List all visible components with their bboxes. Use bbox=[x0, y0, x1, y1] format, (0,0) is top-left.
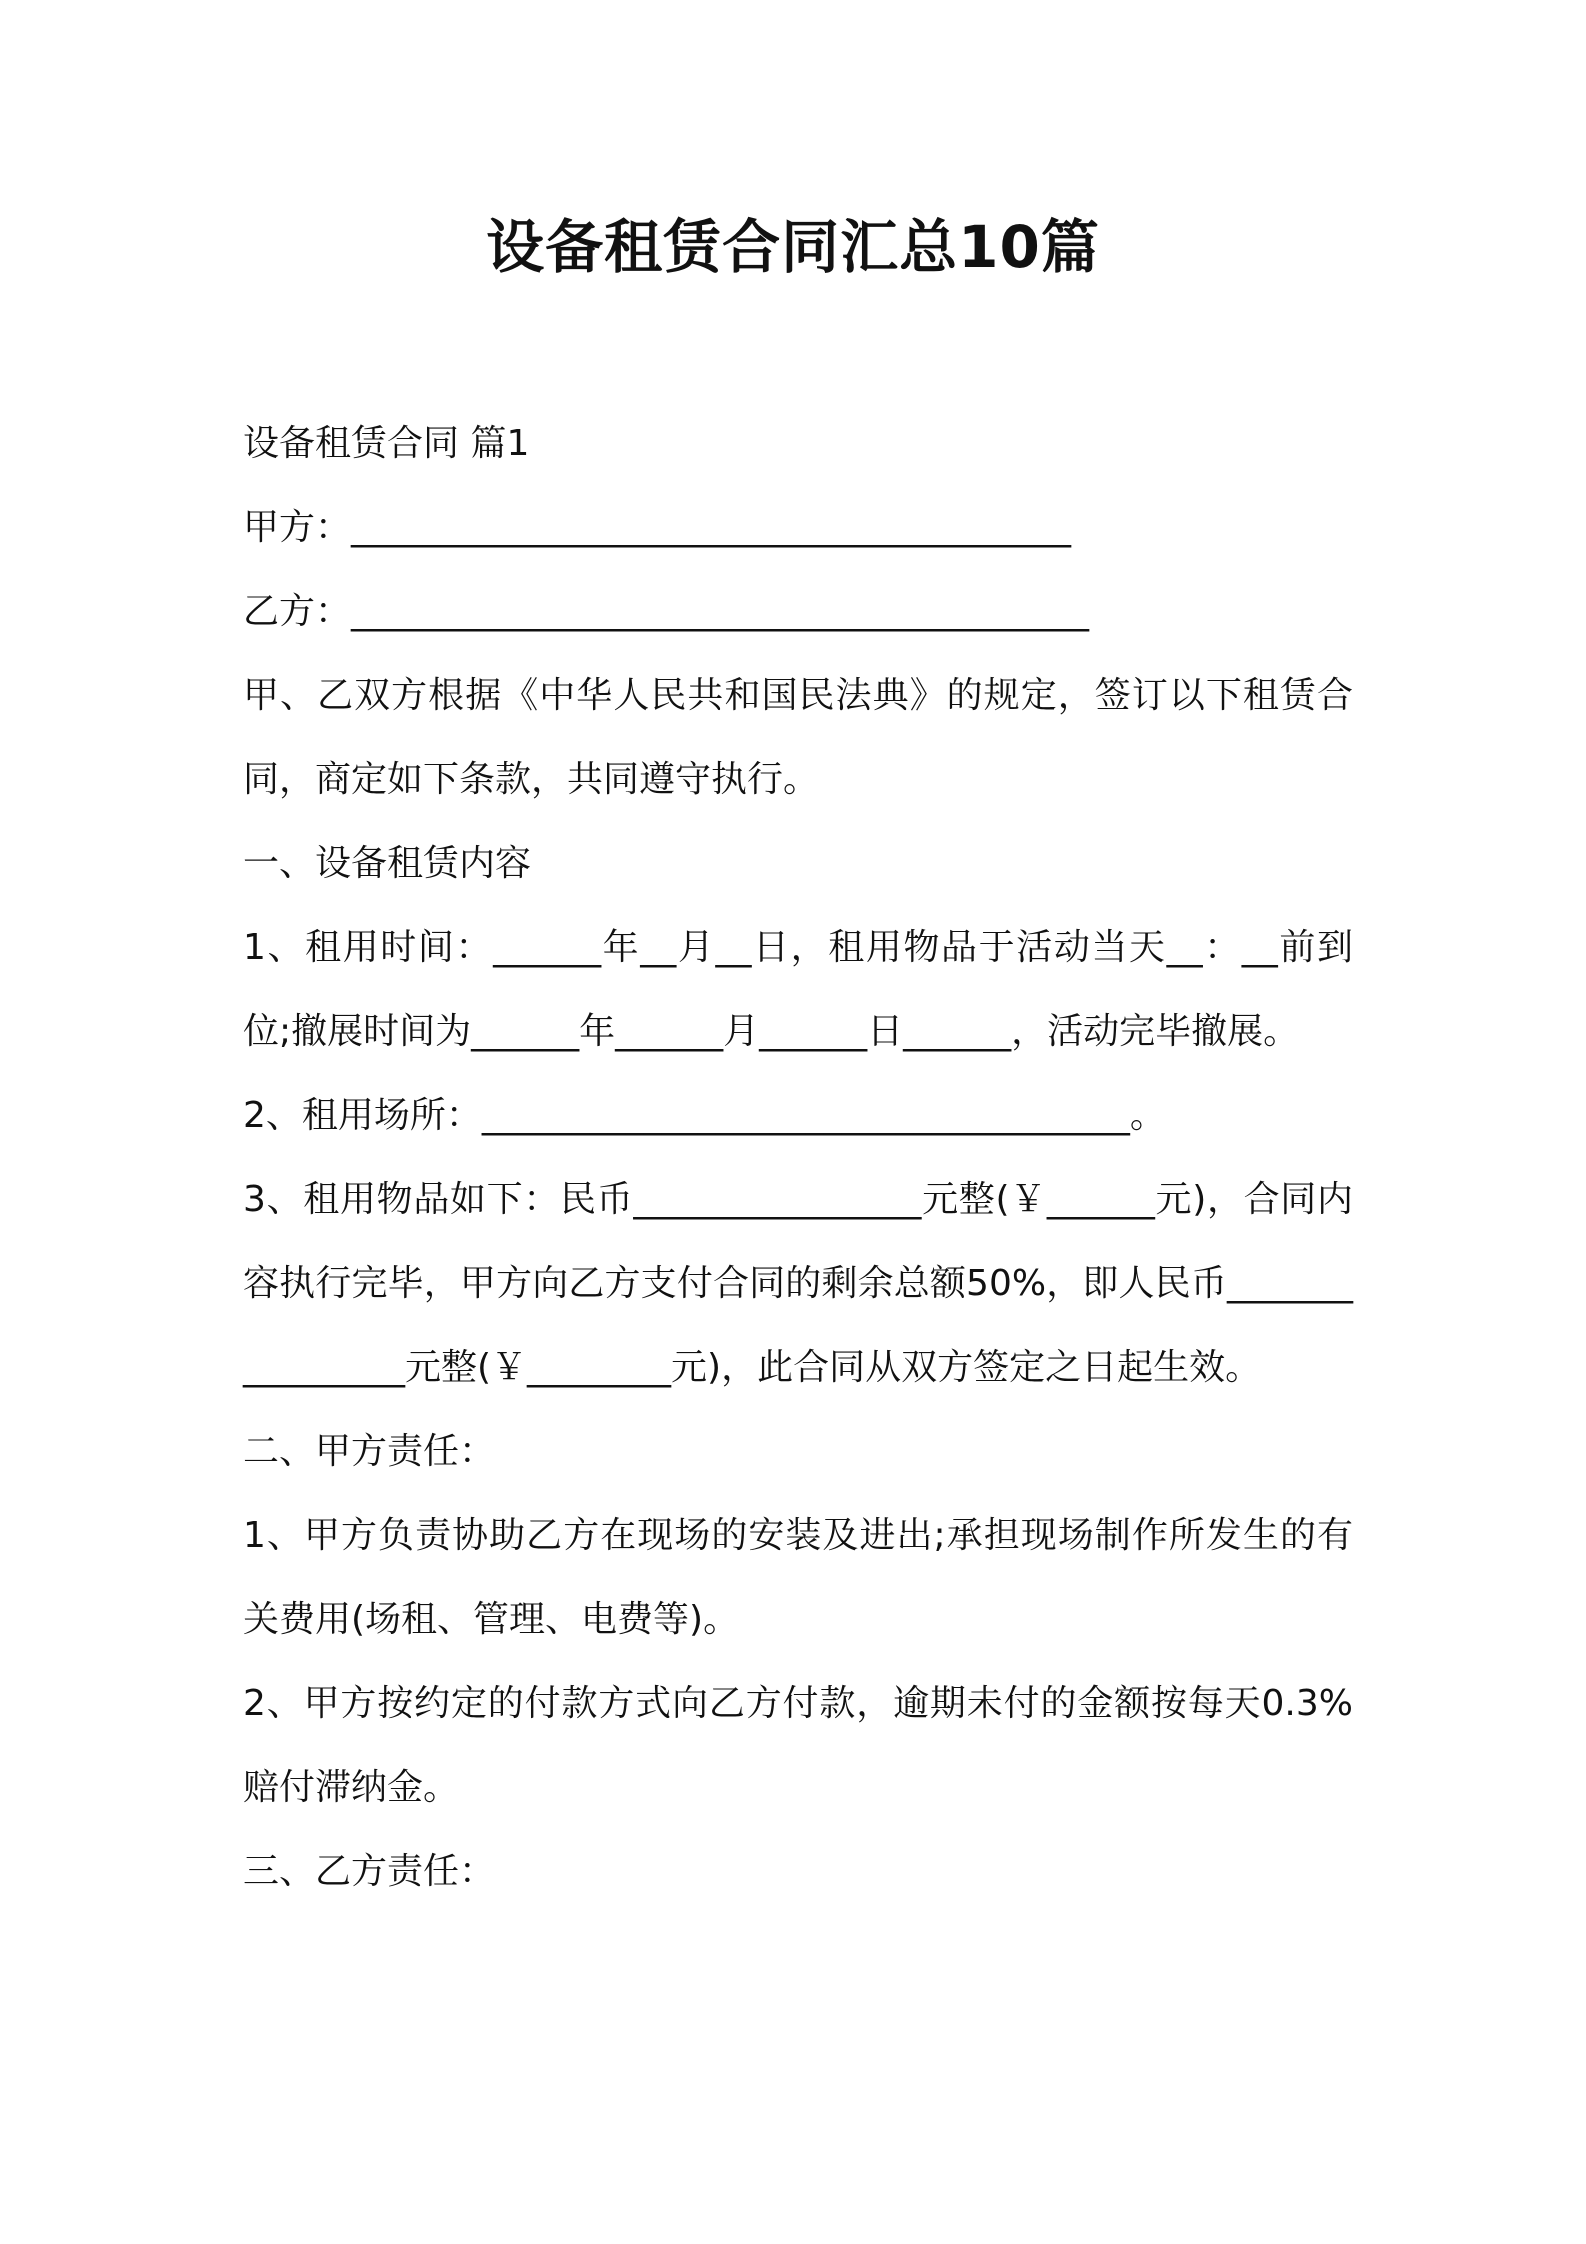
party-a-line: 甲方：________________________________________ bbox=[243, 507, 1072, 548]
clause-rental-time: 1、租用时间：______年__月__日，租用物品于活动当天__：__前到位;撤展时间为______年______月______日______，活动完毕撤展。 bbox=[243, 927, 1353, 1052]
section-heading-party-a-duties: 二、甲方责任： bbox=[243, 1431, 496, 1472]
section-heading-party-b-duties: 三、乙方责任： bbox=[243, 1851, 496, 1892]
paragraph-preamble: 甲、乙双方根据《中华人民共和国民法典》的规定，签订以下租赁合同，商定如下条款，共同遵守执行。 bbox=[243, 675, 1353, 800]
section-heading-part-1: 设备租赁合同 篇1 bbox=[243, 423, 530, 464]
document-title: 设备租赁合同汇总10篇 bbox=[486, 213, 1100, 281]
party-b-line: 乙方：_________________________________________ bbox=[243, 591, 1090, 632]
clause-party-a-duty-1: 1、甲方负责协助乙方在现场的安装及进出;承担现场制作所发生的有关费用(场租、管理、电费等)。 bbox=[243, 1515, 1353, 1640]
clause-rental-items: 3、租用物品如下：民币________________元整(￥______元)，合同内容执行完毕，甲方向乙方支付合同的剩余总额50%，即人民币________________元整(￥________元)，此合同从双方签定之日起生效。 bbox=[243, 1179, 1353, 1388]
clause-party-a-duty-2: 2、甲方按约定的付款方式向乙方付款，逾期未付的金额按每天0.3%赔付滞纳金。 bbox=[243, 1683, 1353, 1808]
clause-rental-venue: 2、租用场所：____________________________________。 bbox=[243, 1095, 1166, 1136]
document-body bbox=[243, 402, 1353, 1914]
section-heading-rental-content: 一、设备租赁内容 bbox=[243, 843, 532, 884]
